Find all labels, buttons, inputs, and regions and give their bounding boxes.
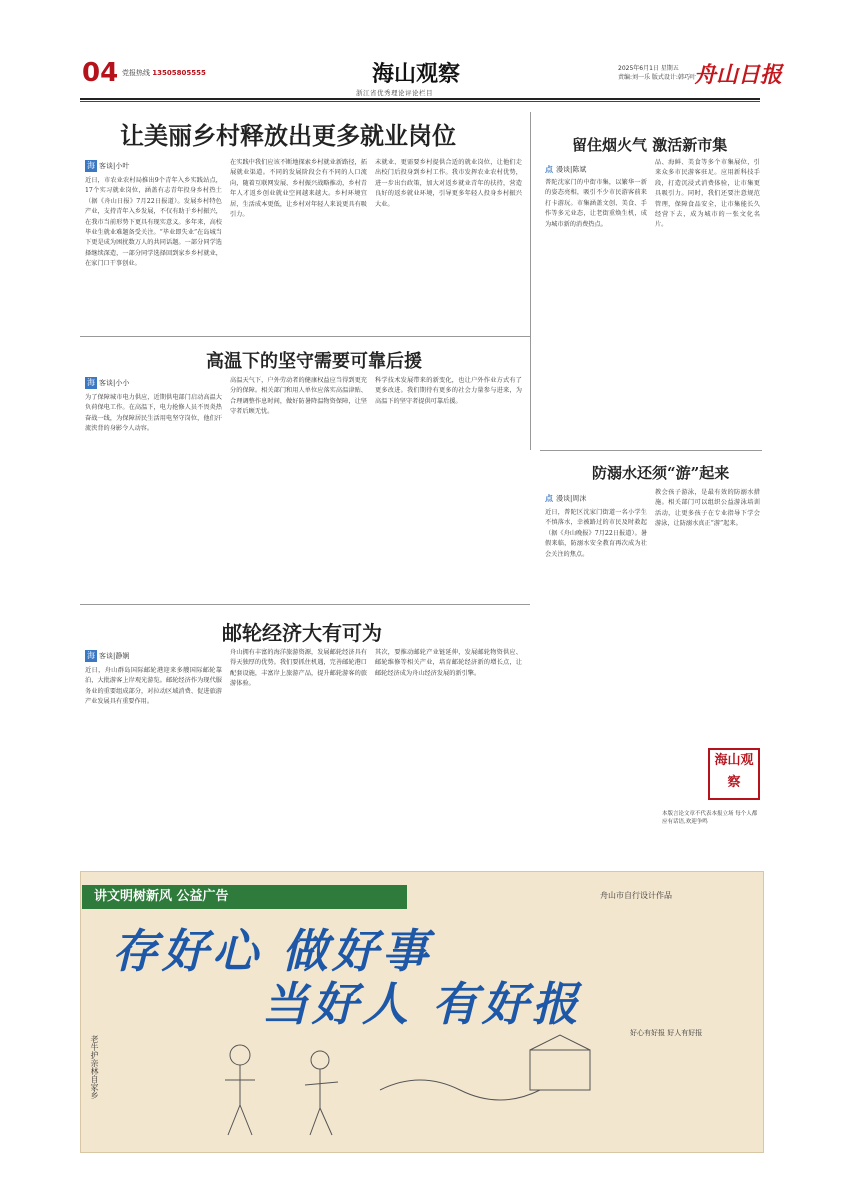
page-number: 04 (82, 58, 119, 88)
date-line (618, 64, 696, 82)
section-divider (80, 604, 530, 605)
section-divider (80, 336, 530, 337)
article-2-col-2: 品、海鲜、美食等多个市集展位，引来众多市民游客驻足。应用新科技手段，打造沉浸式消费体验，让市集更具吸引力。同时，我们还要注意规范管理，保障食品安全，让市集能长久经营下去，成为城市的一张文化名片。 (655, 159, 760, 229)
article-2-byline (545, 164, 586, 175)
article-3-col-2: 高温天气下，户外劳动者的健康权益应当得到更充分的保障。相关部门和用人单位应落实高温津贴、合理调整作息时间，做好防暑降温物资保障，让坚守者后顾无忧。 (230, 377, 367, 416)
column-stamp: 海山观察 (708, 748, 760, 800)
header-rule (80, 98, 760, 100)
article-3-title: 高温下的坚守需要可靠后援 (206, 351, 422, 372)
article-1-byline (85, 160, 129, 172)
article-2-title: 留住烟火气 激活新市集 (572, 136, 728, 154)
ad-brand: 舟山市自行设计作品 (600, 891, 672, 900)
editorial-note: 本版言论文章不代表本报立场 每个人都应有话语,欢迎争鸣 (662, 811, 758, 825)
byline-tag: 点 (545, 165, 553, 174)
editor-text: 责编:刘一乐 版式设计:韩巧叶 (618, 74, 696, 81)
article-3-col-3: 科学技术发展带来的新变化，也让户外作业方式有了更多改进。我们期待有更多的社会力量参与进来，为高温下的坚守者提供可靠后援。 (375, 377, 522, 405)
article-1-col-1: 近日，市农业农村局推出9个青年入乡实践站点，17个实习就业岗位，涵盖有志青年投身乡村热土（据《舟山日报》7月22日报道）。发展乡村特色产业，支持青年入乡发展，不仅有助于乡村振兴，在我市当前形势下更具有现实意义。多年来，高校毕业生就业难题备受关注。“毕业即失业”在岛城当下更是成为困扰数万人的共同话题。一部分同学选择继续深造，一部分同学选择回到家乡乡村就业，在家门口干事创业。 (85, 177, 222, 268)
byline-text: 漫谈|周沫 (556, 494, 587, 503)
article-1-col-2: 在实践中我们应该不断地探索乡村就业新路径，拓展就业渠道。不同的发展阶段会有不同的人口流向，随着互联网发展、乡村振兴战略推动，乡村青年人才返乡创业就业空间越来越大。乡村环境宜居，生活成本更低，让乡村对年轻人来说更具有吸引力。 (230, 159, 367, 219)
ad-vertical-text: 老牛护亲林自家乡 (90, 1035, 99, 1099)
article-4-col-1: 近日，普陀区沈家门街道一名小学生不慎落水，幸被路过的市民及时救起（据《舟山晚报》7月22日报道）。暑假来临，防溺水安全教育再次成为社会关注的焦点。 (545, 509, 647, 558)
hotline-label: 党报热线 (122, 69, 150, 77)
article-2-col-1: 普陀沈家门的中街市集，以繁华一新的姿态亮相，吸引不少市民游客前来打卡游玩。市集涵盖文创、美食、手作等多元业态，让老街重焕生机，成为城市新的消费热点。 (545, 179, 647, 228)
byline-text: 客谈|小小 (99, 379, 130, 387)
byline-text: 客谈|静娴 (99, 652, 130, 660)
byline-text: 客谈|小叶 (99, 162, 130, 170)
section-divider (540, 450, 762, 451)
byline-tag: 海 (87, 651, 95, 660)
article-4-byline (545, 493, 586, 504)
ad-illustration (200, 1030, 620, 1145)
header-rule-red (80, 101, 760, 102)
byline-tag: 海 (87, 378, 95, 387)
section-subtitle: 浙江省优秀理论评论栏目 (356, 89, 433, 97)
article-5-byline (85, 650, 129, 662)
byline-text: 漫谈|陈斌 (556, 165, 587, 174)
article-5-col-1: 近日，舟山群岛国际邮轮港迎来多艘国际邮轮靠泊，大批游客上岸观光游览。邮轮经济作为现代服务业的重要组成部分，对拉动区域消费、促进旅游产业发展具有重要作用。 (85, 667, 222, 706)
hotline (122, 68, 206, 78)
byline-tag: 海 (87, 161, 95, 170)
article-4-title: 防溺水还须“游”起来 (592, 464, 730, 482)
column-divider (530, 112, 531, 450)
article-5-col-3: 其次，要推动邮轮产业链延伸，发展邮轮物资供应、邮轮维修等相关产业，培育邮轮经济新的增长点，让邮轮经济成为舟山经济发展的新引擎。 (375, 649, 522, 677)
date-text: 2025年6月1日 星期五 (618, 65, 679, 72)
byline-tag: 点 (545, 494, 553, 503)
article-1-title: 让美丽乡村释放出更多就业岗位 (120, 121, 456, 150)
paper-logo: 舟山日报 (694, 62, 783, 88)
ad-right-caption: 好心有好报 好人有好报 (630, 1029, 703, 1037)
section-title: 海山观察 (372, 61, 461, 87)
article-5-title: 邮轮经济大有可为 (222, 621, 382, 645)
article-3-byline (85, 377, 129, 389)
article-3-col-1: 为了保障城市电力供应，近期供电部门启动高温大负荷保电工作。在高温下，电力抢修人员不畏炎热奋战一线，为保障居民生活用电坚守岗位，他们汗流浃背的身影令人动容。 (85, 394, 222, 433)
ad-slogan-2: 当好人 有好报 (262, 977, 583, 1031)
hotline-number: 13505805555 (152, 69, 206, 77)
article-5-col-2: 舟山拥有丰富的海洋旅游资源，发展邮轮经济具有得天独厚的优势。我们要抓住机遇，完善邮轮港口配套设施，丰富岸上旅游产品，提升邮轮游客的旅游体验。 (230, 649, 367, 688)
article-1-col-3: 未就业、更需要乡村提供合适的就业岗位，让他们走出校门后投身到乡村工作。我市发挥农业农村优势，进一步出台政策，加大对返乡就业青年的扶持，营造良好的返乡就业环境，引导更多年轻人投身乡村振兴大业。 (375, 159, 522, 208)
ad-slogan-1: 存好心 做好事 (112, 924, 433, 978)
ad-banner: 讲文明树新风 公益广告 (82, 885, 407, 909)
article-4-col-2: 教会孩子游泳，是最有效的防溺水措施。相关部门可以组织公益游泳培训活动，让更多孩子在专业指导下学会游泳，让防溺水真正“游”起来。 (655, 489, 760, 528)
